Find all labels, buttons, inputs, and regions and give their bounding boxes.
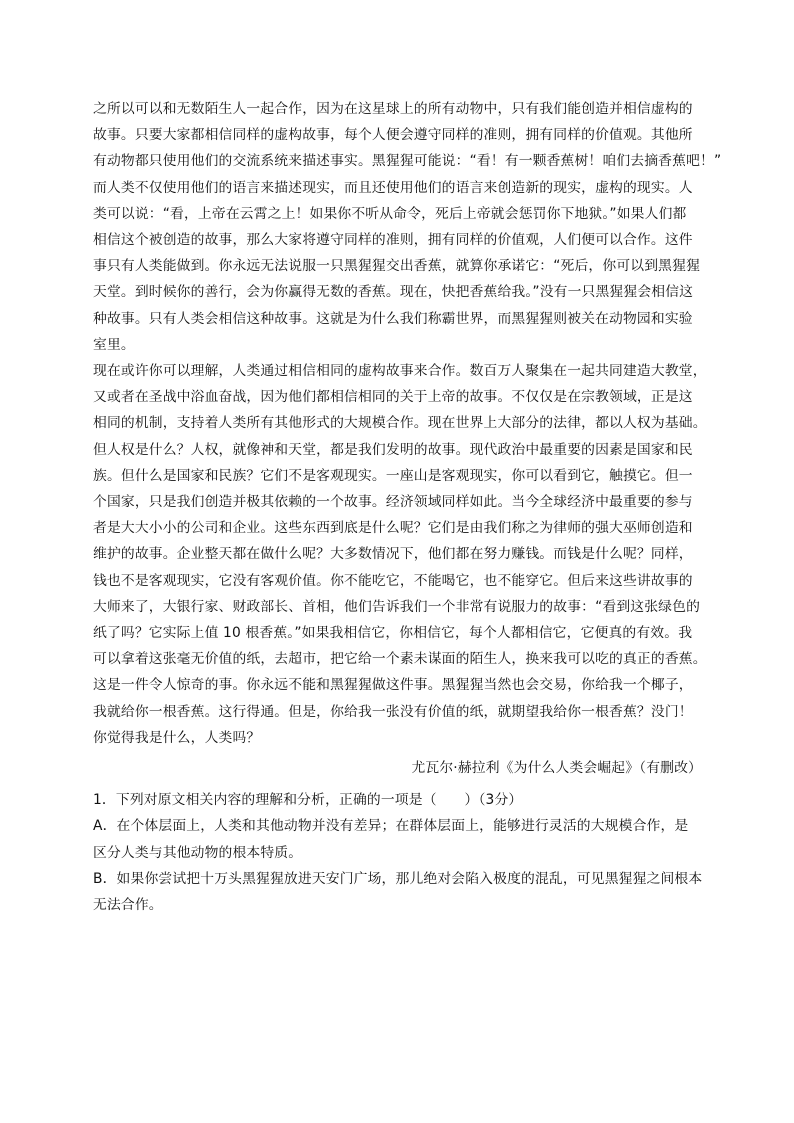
- text-line: 类可以说：“看，上帝在云霄之上！如果你不听从命令，死后上帝就会惩罚你下地狱。”如果人们都: [93, 205, 687, 222]
- text-line: 族。但什么是国家和民族？它们不是客观现实。一座山是客观现实，你可以看到它，触摸它。但一: [93, 467, 693, 484]
- text-line: 个国家，只是我们创造并极其依赖的一个故事。经济领域同样如此。当今全球经济中最重要的参与: [93, 494, 693, 511]
- text-line: 种故事。只有人类会相信这种故事。这就是为什么我们称霸世界，而黑猩猩则被关在动物园和实验: [93, 310, 693, 327]
- text-line: 大师来了，大银行家、财政部长、首相，他们告诉我们一个非常有说服力的故事：“看到这张绿色的: [93, 598, 701, 615]
- text-line: 维护的故事。企业整天都在做什么呢？大多数情况下，他们都在努力赚钱。而钱是什么呢？同样，: [93, 546, 693, 563]
- question-stem: 1．下列对原文相关内容的理解和分析，正确的一项是（ ）（3分）: [93, 792, 523, 809]
- text-line: 相同的机制，支持着人类所有其他形式的大规模合作。现在世界上大部分的法律，都以人权为基础。: [93, 415, 707, 432]
- text-line: 天堂。到时候你的善行，会为你赢得无数的香蕉。现在，快把香蕉给我。”没有一只黑猩猩会相信这: [93, 284, 694, 301]
- option-a: [93, 813, 705, 865]
- text-line: 钱也不是客观现实，它没有客观价值。你不能吃它，不能喝它，也不能穿它。但后来这些讲故事的: [93, 572, 693, 589]
- passage-paragraph-2: [93, 358, 705, 751]
- option-line: B．如果你尝试把十万头黑猩猩放进天安门广场，那儿绝对会陷入极度的混乱，可见黑猩猩之间根本: [93, 870, 703, 887]
- text-line: 纸了吗？它实际上值 10 根香蕉。”如果我相信它，你相信它，每个人都相信它，它便真的有效。我: [93, 625, 693, 642]
- text-line: 我就给你一根香蕉。这行得通。但是，你给我一张没有价值的纸，就期望我给你一根香蕉？没门！: [93, 703, 693, 720]
- passage-source: 尤瓦尔·赫拉利《为什么人类会崛起》（有删改）: [411, 760, 702, 777]
- option-line: A．在个体层面上，人类和其他动物并没有差异；在群体层面上，能够进行灵活的大规模合作，是: [93, 818, 689, 835]
- text-line: 可以拿着这张毫无价值的纸，去超市，把它给一个素未谋面的陌生人，换来我可以吃的真正的香蕉。: [93, 651, 707, 668]
- text-line: 相信这个被创造的故事，那么大家将遵守同样的准则，拥有同样的价值观，人们便可以合作。这件: [93, 232, 693, 249]
- question-1: [93, 787, 705, 918]
- text-line: 这是一件令人惊奇的事。你永远不能和黑猩猩做这件事。黑猩猩当然也会交易，你给我一个椰子，: [93, 677, 693, 694]
- text-line: 但人权是什么？人权，就像神和天堂，都是我们发明的故事。现代政治中最重要的因素是国家和民: [93, 441, 693, 458]
- text-line: 而人类不仅使用他们的语言来描述现实，而且还使用他们的语言来创造新的现实，虚构的现实。人: [93, 179, 693, 196]
- text-line: 之所以可以和无数陌生人一起合作，因为在这星球上的所有动物中，只有我们能创造并相信虚构的: [93, 101, 693, 117]
- option-b: [93, 866, 705, 918]
- text-line: 又或者在圣战中浴血奋战，因为他们都相信相同的关于上帝的故事。不仅仅是在宗教领域，正是这: [93, 389, 693, 406]
- text-line: 你觉得我是什么，人类吗？: [93, 729, 261, 746]
- text-line: 室里。: [93, 336, 135, 353]
- option-line: 区分人类与其他动物的根本特质。: [93, 844, 303, 861]
- text-line: 现在或许你可以理解，人类通过相信相同的虚构故事来合作。数百万人聚集在一起共同建造大教堂，: [93, 363, 707, 380]
- text-line: 有动物都只使用他们的交流系统来描述事实。黑猩猩可能说：“看！有一颗香蕉树！咱们去摘香蕉吧！”: [93, 153, 722, 170]
- text-line: 者是大大小小的公司和企业。这些东西到底是什么呢？它们是由我们称之为律师的强大巫师创造和: [93, 520, 693, 537]
- text-line: 故事。只要大家都相信同样的虚构故事，每个人便会遵守同样的准则，拥有同样的价值观。其他所: [93, 127, 693, 144]
- text-line: 事只有人类能做到。你永远无法说服一只黑猩猩交出香蕉，就算你承诺它：“死后，你可以到黑猩猩: [93, 258, 701, 275]
- option-line: 无法合作。: [93, 897, 163, 914]
- document-page: [93, 96, 722, 918]
- passage-paragraph-1: [93, 96, 722, 358]
